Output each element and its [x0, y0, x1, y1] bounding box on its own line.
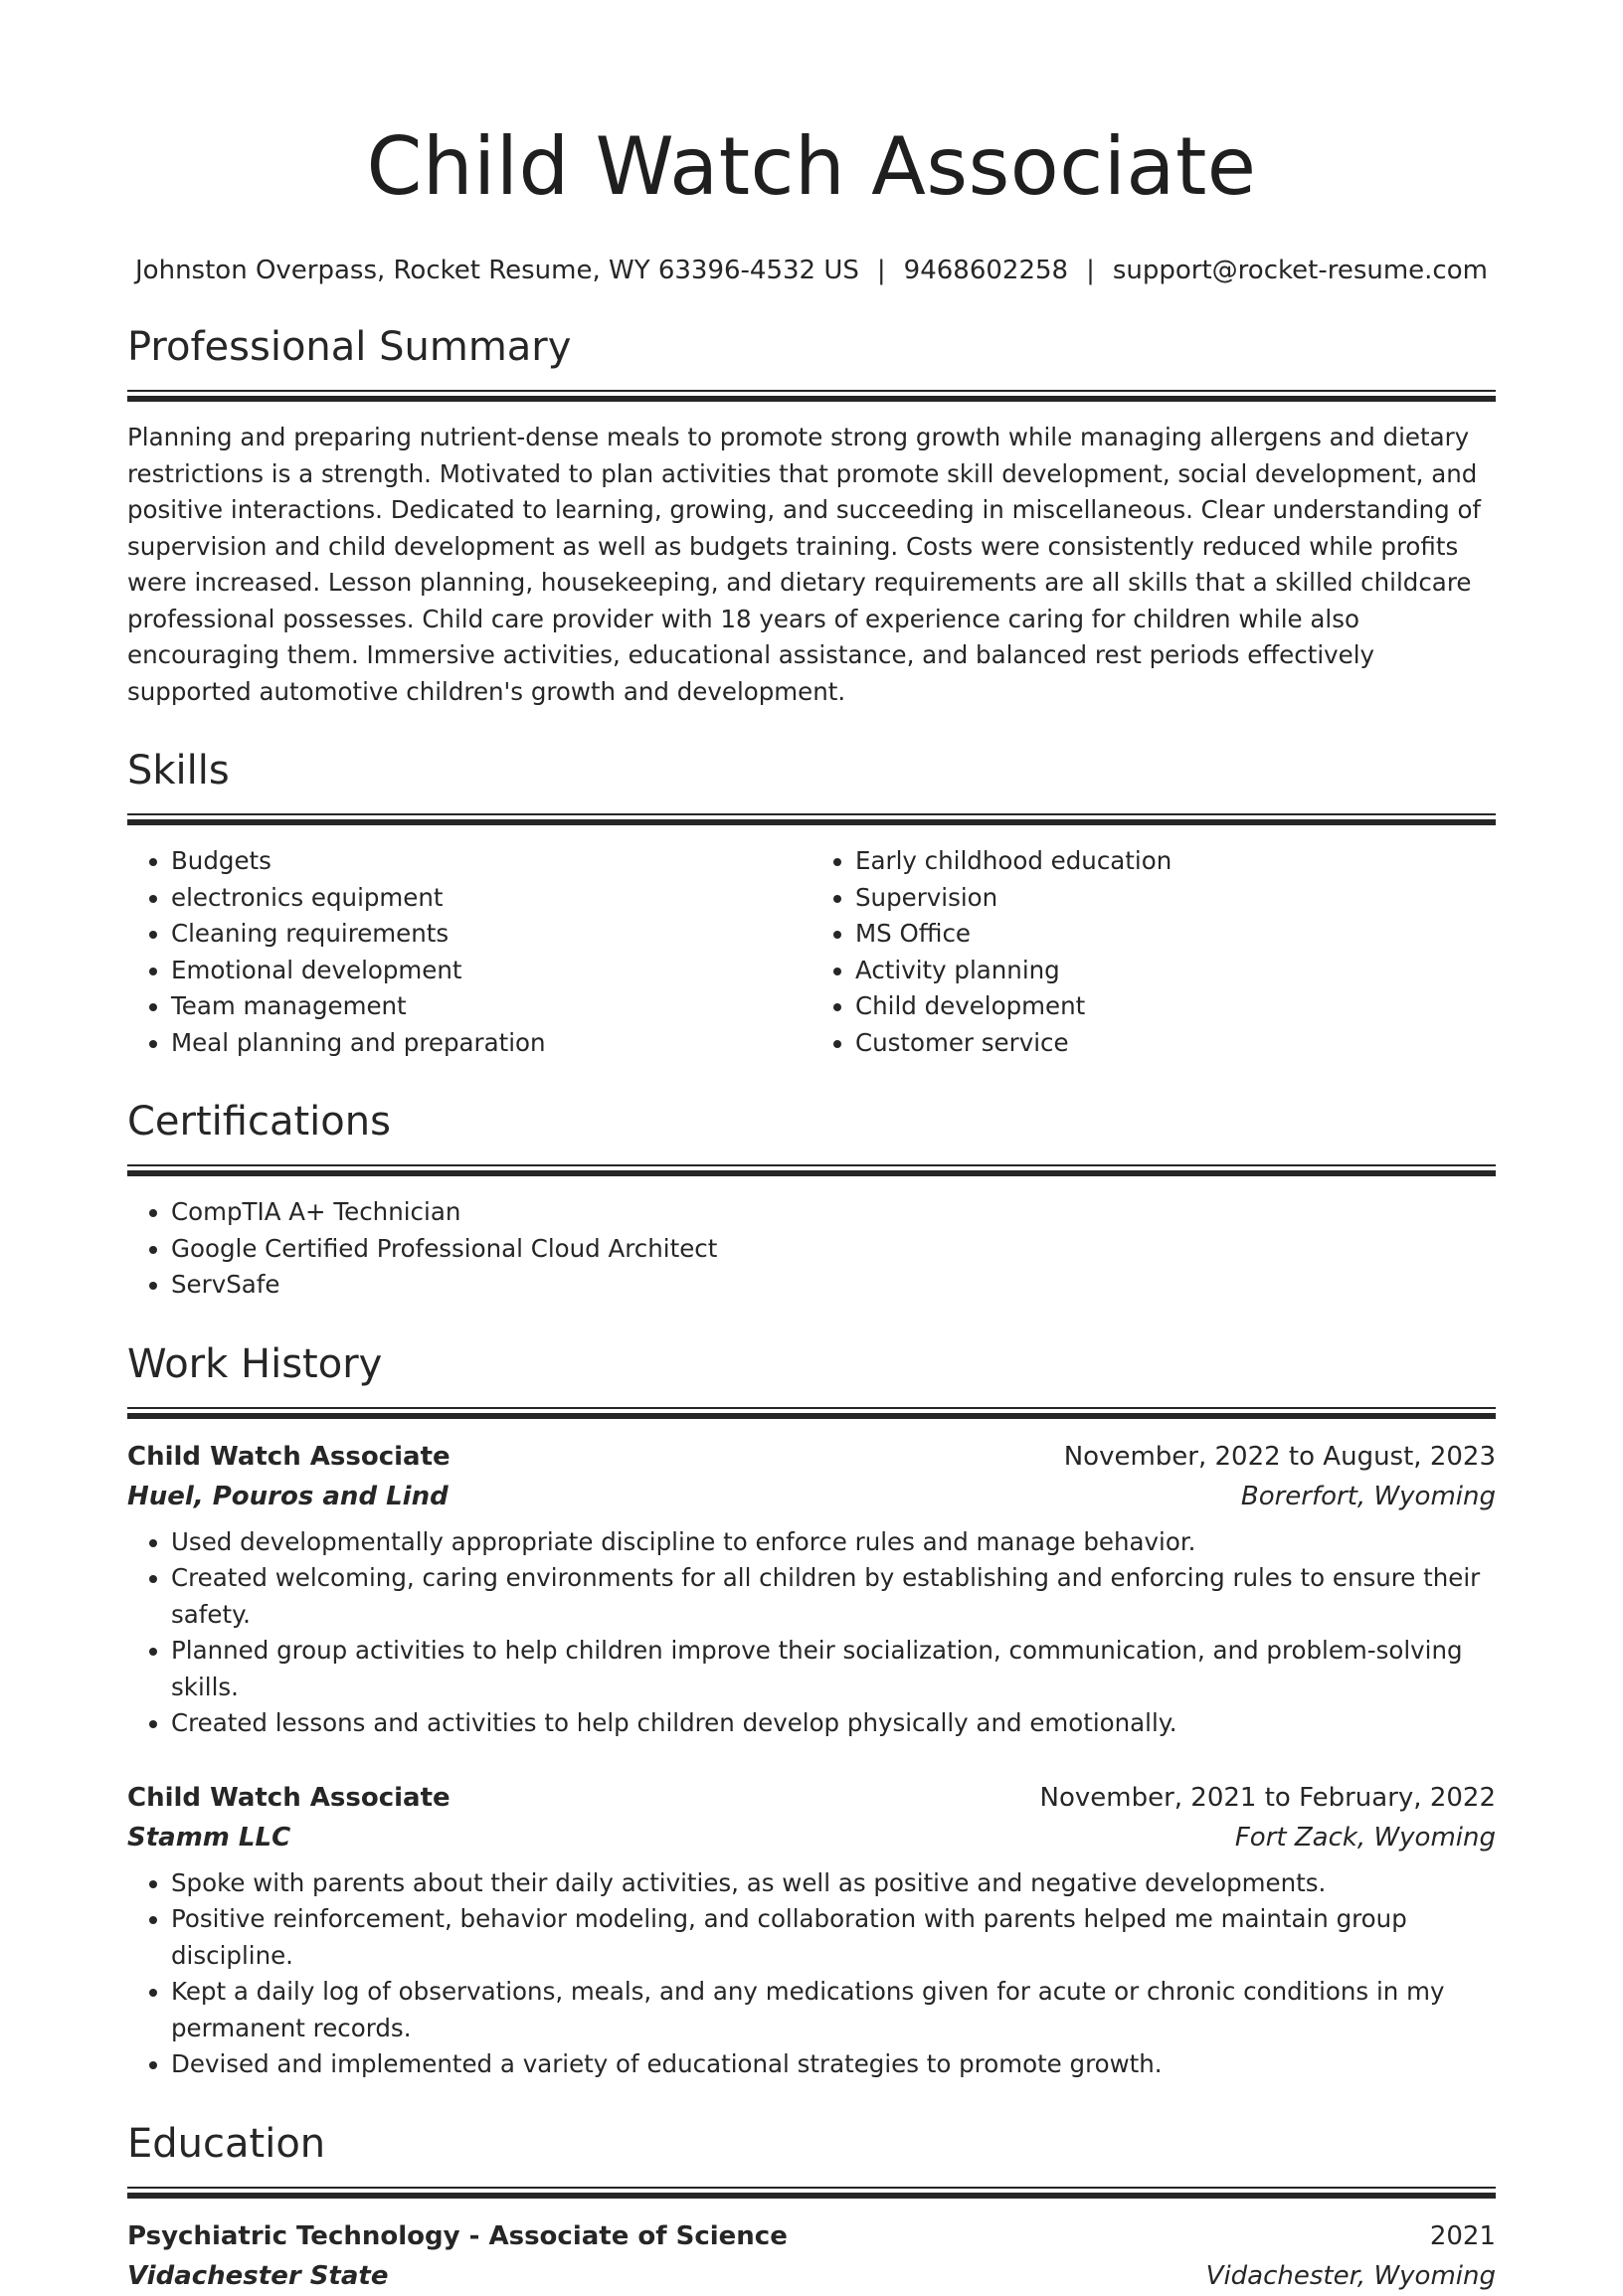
job-dates: November, 2021 to February, 2022 — [1039, 1782, 1496, 1813]
job-entry — [127, 1437, 1496, 1742]
skills-section — [127, 746, 1496, 1061]
education-location: Vidachester, Wyoming — [1205, 2260, 1496, 2291]
section-title-work-history: Work History — [127, 1340, 383, 1387]
job-bullet: • Devised and implemented a variety of educational strategies to promote growth. — [171, 2046, 1496, 2083]
skills-list-left — [127, 843, 812, 1061]
job-company-row — [127, 1818, 1496, 1857]
job-dates: November, 2022 to August, 2023 — [1063, 1441, 1496, 1472]
contact-separator: | — [1086, 256, 1095, 285]
certifications-section — [127, 1097, 1496, 1304]
job-company-row — [127, 1477, 1496, 1516]
education-entry — [127, 2216, 1496, 2296]
section-divider — [127, 1164, 1496, 1176]
certification-item: • Google Certified Professional Cloud Architect — [171, 1231, 1496, 1268]
section-title-skills: Skills — [127, 748, 230, 794]
skill-item: • Early childhood education — [855, 843, 1496, 880]
job-header-row — [127, 1437, 1496, 1477]
job-bullet: • Created lessons and activities to help children develop physically and emotionally. — [171, 1705, 1496, 1742]
skill-item: • Emotional development — [171, 953, 812, 989]
job-company: Huel, Pouros and Lind — [127, 1481, 449, 1511]
job-bullet: • Spoke with parents about their daily activities, as well as positive and negative developments. — [171, 1865, 1496, 1902]
skill-item: • MS Office — [855, 916, 1496, 953]
skill-item: • electronics equipment — [171, 880, 812, 917]
job-bullets — [127, 1865, 1496, 2083]
section-title-summary: Professional Summary — [127, 324, 572, 370]
skills-grid — [127, 843, 1496, 1061]
job-location: Fort Zack, Wyoming — [1234, 1822, 1496, 1853]
education-school: Vidachester State — [127, 2260, 389, 2291]
section-divider — [127, 390, 1496, 402]
contact-phone: 9468602258 — [903, 256, 1069, 285]
job-bullet: • Planned group activities to help children improve their socialization, communication, and problem-solving skills. — [171, 1633, 1496, 1705]
job-entry — [127, 1778, 1496, 2083]
job-company: Stamm LLC — [127, 1822, 291, 1853]
skill-item: • Child development — [855, 988, 1496, 1025]
contact-separator: | — [876, 256, 886, 285]
education-header-row — [127, 2216, 1496, 2256]
section-divider — [127, 2187, 1496, 2199]
contact-line — [127, 255, 1496, 286]
job-bullet: • Kept a daily log of observations, meals, and any medications given for acute or chronic conditions in my permanent records. — [171, 1974, 1496, 2046]
certifications-list — [127, 1194, 1496, 1304]
skill-item: • Activity planning — [855, 953, 1496, 989]
summary-section — [127, 322, 1496, 710]
contact-email: support@rocket-resume.com — [1112, 256, 1488, 285]
contact-address: Johnston Overpass, Rocket Resume, WY 63396-4532 US — [135, 256, 859, 285]
education-degree: Psychiatric Technology - Associate of Science — [127, 2220, 788, 2251]
education-section — [127, 2119, 1496, 2296]
job-title: Child Watch Associate — [127, 1782, 451, 1813]
work-history-section — [127, 1339, 1496, 2083]
job-bullet: • Used developmentally appropriate discipline to enforce rules and manage behavior. — [171, 1524, 1496, 1561]
skill-item: • Supervision — [855, 880, 1496, 917]
certification-item: • CompTIA A+ Technician — [171, 1194, 1496, 1231]
job-bullet: • Created welcoming, caring environments for all children by establishing and enforcing rules to ensure their safety. — [171, 1560, 1496, 1633]
education-year: 2021 — [1429, 2220, 1496, 2251]
job-bullet: • Positive reinforcement, behavior modeling, and collaboration with parents helped me maintain group discipline. — [171, 1901, 1496, 1974]
resume-name: Child Watch Associate — [366, 120, 1257, 213]
section-divider — [127, 813, 1496, 825]
skills-list-right — [812, 843, 1496, 1061]
education-school-row — [127, 2256, 1496, 2296]
certification-item: • ServSafe — [171, 1267, 1496, 1304]
skill-item: • Budgets — [171, 843, 812, 880]
job-header-row — [127, 1778, 1496, 1818]
job-bullets — [127, 1524, 1496, 1742]
skill-item: • Team management — [171, 988, 812, 1025]
skill-item: • Meal planning and preparation — [171, 1025, 812, 1062]
skill-item: • Cleaning requirements — [171, 916, 812, 953]
section-title-education: Education — [127, 2120, 326, 2167]
job-title: Child Watch Associate — [127, 1441, 451, 1472]
section-title-certifications: Certifications — [127, 1099, 391, 1145]
summary-text: Planning and preparing nutrient-dense meals to promote strong growth while managing allergens and dietary restrictions is a strength. Motivated to plan activities that promote skill development, social development, and positive interactions. Dedicated to learning, growing, and succeeding in miscellaneous. Clear understanding of supervision and child development as well as budgets training. Costs were consistently reduced while profits were increased. Lesson planning, housekeeping, and dietary requirements are all skills that a skilled childcare professional possesses. Child care provider with 18 years of experience caring for children while also encouraging them. Immersive activities, educational assistance, and balanced rest periods effectively supported automotive children's growth and development. — [127, 423, 1482, 706]
section-divider — [127, 1407, 1496, 1419]
job-location: Borerfort, Wyoming — [1240, 1481, 1496, 1511]
skill-item: • Customer service — [855, 1025, 1496, 1062]
